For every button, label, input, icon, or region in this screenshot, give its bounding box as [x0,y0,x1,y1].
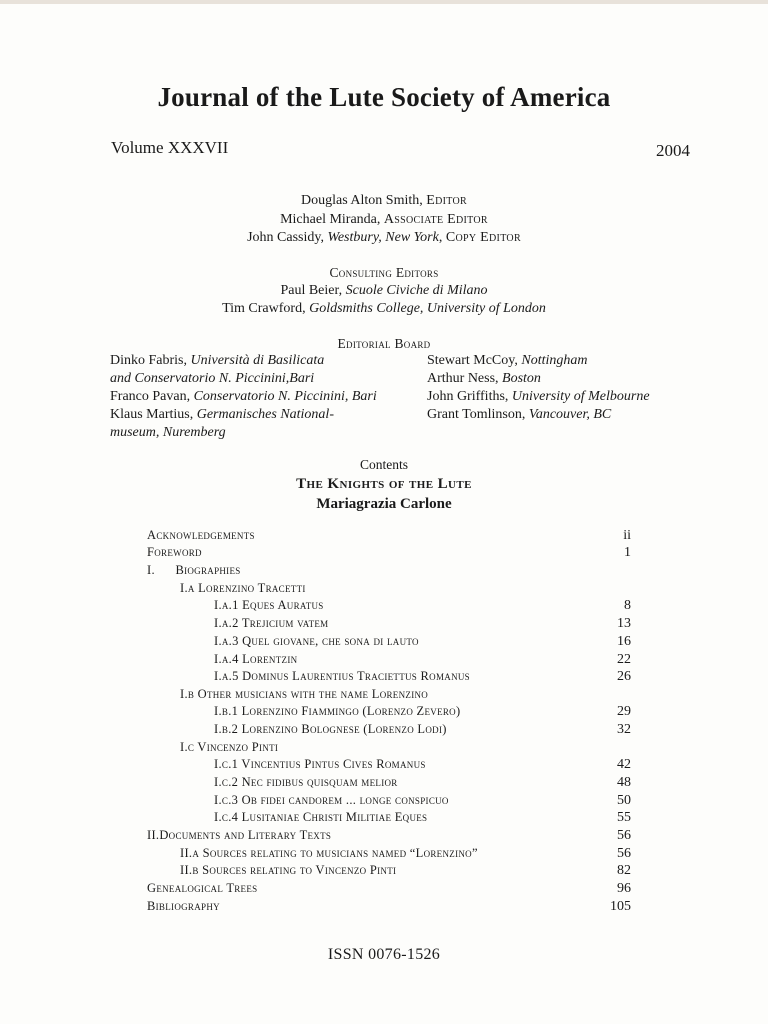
toc-entry [0,545,768,563]
toc-entry-page: 56 [617,828,631,843]
consulting-editors-heading: Consulting Editors [329,265,439,280]
volume-label: Volume XXXVII [111,138,229,157]
toc-entry-page: 48 [617,775,631,790]
toc-entry [0,863,768,881]
board-member-name: Grant Tomlinson, [427,407,529,422]
toc-entry-page: 55 [617,810,631,825]
board-member-name: Klaus Martius, [110,407,197,422]
editor-line [0,193,768,209]
toc-entry-label: Genealogical Trees [147,881,258,895]
board-member [427,370,650,388]
toc-entry [0,828,768,846]
board-member-name: John Griffiths, [427,389,512,404]
toc-entry [0,740,768,758]
toc-entry [0,563,768,581]
copy-editor-role: Copy Editor [445,230,521,245]
board-member-affiliation: Università di Basilicata [190,353,325,368]
toc-entry [0,757,768,775]
toc-entry-label: I.a.1 Eques Auratus [214,598,324,612]
toc-entry-label: I.a.3 Quel giovane, che sona di lauto [214,634,419,648]
toc-entry [0,598,768,616]
toc-entry-page: 105 [610,899,631,914]
toc-entry-page: 82 [617,863,631,878]
toc-entry-label: I.c.3 Ob fidei candorem ... longe conspicuo [214,793,449,807]
board-member-name: Dinko Fabris, [110,353,191,368]
board-member [110,406,377,424]
board-member-affiliation: and Conservatorio N. Piccinini,Bari [110,371,315,386]
toc-entry-label: I.b.1 Lorenzino Fiammingo (Lorenzo Zevero) [214,704,461,718]
toc-entry-label: I.a.5 Dominus Laurentius Traciettus Romanus [214,669,470,683]
editorial-board-heading: Editorial Board [337,336,431,351]
copy-editor-name: John Cassidy, [247,230,328,245]
toc-entry [0,810,768,828]
consulting-editor-affiliation: Scuole Civiche di Milano [345,283,488,298]
associate-editor-line [0,212,768,228]
associate-editor-name: Michael Miranda, [280,212,384,227]
copy-editor-line: John Cassidy, Westbury, New York, Copy Editor [247,230,521,245]
toc-entry-page: 22 [617,652,631,667]
toc-entry-page: 13 [617,616,631,631]
board-member [427,406,650,424]
toc-entry-page: 42 [617,757,631,772]
board-member-name: Franco Pavan, [110,389,194,404]
toc-entry [0,793,768,811]
toc-entry-label: I.a.2 Trejicium vatem [214,616,329,630]
toc-entry-label: Bibliography [147,899,220,913]
journal-title: Journal of the Lute Society of America [157,82,611,112]
toc-entry [0,881,768,899]
toc-entry-label: I.c Vincenzo Pinti [180,740,279,754]
toc-entry [0,687,768,705]
year-label: 2004 [656,141,690,160]
toc-entry [0,652,768,670]
board-member-affiliation: Boston [502,371,541,386]
board-member-affiliation: Germanisches National- [196,407,334,422]
toc-entry-page: 50 [617,793,631,808]
book-title: The Knights of the Lute [296,476,472,492]
editorial-board-left-column [110,352,377,442]
board-member-affiliation: Nottingham [521,353,588,368]
toc-entry-label: I. Biographies [147,563,241,577]
copy-editor-affiliation: Westbury, New York [327,230,439,245]
board-member-affiliation: Vancouver, BC [528,407,612,422]
toc-entry [0,669,768,687]
consulting-editor-affiliation: Goldsmiths College, University of London [309,301,546,316]
consulting-editor-line [0,283,768,299]
consulting-editor-name: Paul Beier, [280,283,346,298]
editorial-board-right-column [427,352,650,424]
page-top-edge [0,0,768,4]
toc-entry-page: 29 [617,704,631,719]
editor-role: Editor [426,193,467,208]
board-member [427,388,650,406]
board-member [427,352,650,370]
toc-entry-label: I.b.2 Lorenzino Bolognese (Lorenzo Lodi) [214,722,447,736]
toc-entry-label: I.a.4 Lorentzin [214,652,298,666]
consulting-editor-name: Tim Crawford, [222,301,310,316]
issn-number: ISSN 0076-1526 [327,946,441,963]
toc-entry-page: ii [623,528,631,543]
toc-entry-label: I.a Lorenzino Tracetti [180,581,306,595]
board-member-continued [110,424,377,442]
toc-entry [0,899,768,917]
toc-entry-label: Acknowledgements [147,528,255,542]
toc-entry-label: I.c.2 Nec fidibus quisquam melior [214,775,398,789]
board-member-name: Stewart McCoy, [427,353,522,368]
toc-entry-page: 32 [617,722,631,737]
toc-entry [0,616,768,634]
board-member-affiliation: museum, Nuremberg [110,425,226,440]
toc-entry-label: I.c.1 Vincentius Pintus Cives Romanus [214,757,426,771]
toc-entry-label: II.Documents and Literary Texts [147,828,332,842]
board-member-affiliation: Conservatorio N. Piccinini, Bari [193,389,377,404]
toc-entry-page: 16 [617,634,631,649]
toc-entry [0,581,768,599]
board-member-continued [110,370,377,388]
toc-entry [0,528,768,546]
toc-entry [0,704,768,722]
toc-entry-page: 56 [617,846,631,861]
toc-entry-page: 1 [624,545,631,560]
toc-entry-label: I.b Other musicians with the name Lorenzino [180,687,429,701]
toc-entry [0,634,768,652]
toc-entry-label: Foreword [147,545,202,559]
board-member-affiliation: University of Melbourne [511,389,650,404]
toc-entry [0,775,768,793]
toc-entry-page: 8 [624,598,631,613]
consulting-editor-line [0,301,768,317]
editor-name: Douglas Alton Smith, [301,193,427,208]
board-member [110,352,377,370]
toc-entry-label: II.a Sources relating to musicians named “Lorenzino” [180,846,478,860]
associate-editor-role: Associate Editor [383,212,488,227]
board-member-name: Arthur Ness, [427,371,503,386]
toc-entry-page: 26 [617,669,631,684]
toc-entry-page: 96 [617,881,631,896]
toc-entry-label: II.b Sources relating to Vincenzo Pinti [180,863,397,877]
book-author: Mariagrazia Carlone [316,496,452,512]
toc-entry [0,722,768,740]
contents-heading: Contents [359,457,408,472]
toc-entry [0,846,768,864]
board-member [110,388,377,406]
toc-entry-label: I.c.4 Lusitaniae Christi Militiae Eques [214,810,428,824]
